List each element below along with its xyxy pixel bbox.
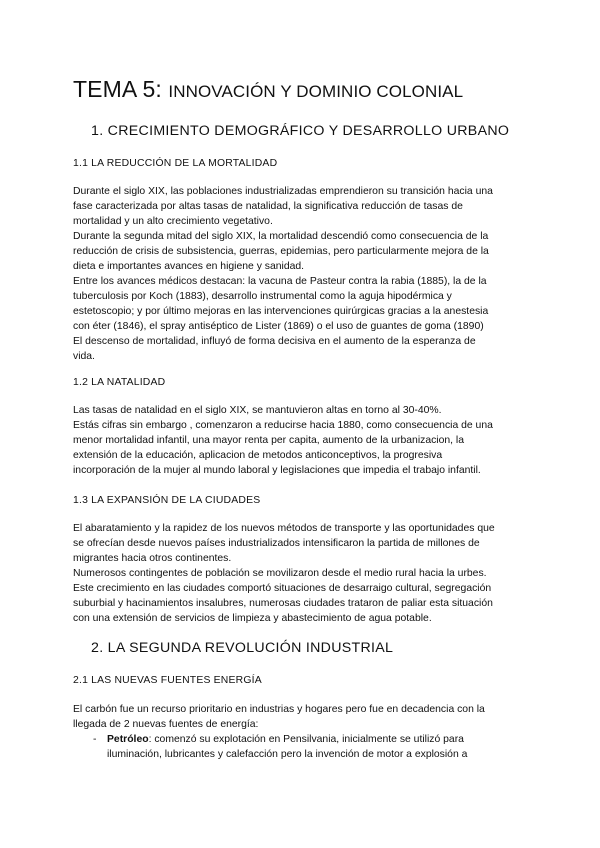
text-line: migrantes hacia otros continentes. <box>73 553 232 564</box>
list-item-text <box>107 732 527 762</box>
text-line: incorporación de la mujer al mundo laboral y legislaciones que impedia el trabajo infantil. <box>73 465 481 476</box>
paragraph-mortalidad <box>73 184 533 364</box>
text-line: Durante el siglo XIX, las poblaciones industrializadas emprendieron su transición hacia una <box>73 186 493 197</box>
text-line: se ofrecían desde nuevos países industrializados intensificaron la partida de millones de <box>73 538 480 549</box>
text-line: mortalidad y un alto crecimiento vegetativo. <box>73 216 273 227</box>
text-line: tuberculosis por Koch (1883), desarrollo instrumental como la aguja hipodérmica y <box>73 291 452 302</box>
subsection-heading-2-1: 2.1 LAS NUEVAS FUENTES ENERGÍA <box>73 675 262 686</box>
section-heading-2: 2. LA SEGUNDA REVOLUCIÓN INDUSTRIAL <box>91 640 394 656</box>
text-line: menor mortalidad infantil, una mayor renta per capita, aumento de la urbanizacion, la <box>73 435 465 446</box>
section-heading-1: 1. CRECIMIENTO DEMOGRÁFICO Y DESARROLLO URBANO <box>91 123 510 139</box>
text-line: iluminación, lubricantes y calefacción pero la invención de motor a explosión a <box>107 749 468 760</box>
paragraph-fuentes-energia <box>73 702 533 732</box>
subsection-heading-1-1: 1.1 LA REDUCCIÓN DE LA MORTALIDAD <box>73 158 278 169</box>
text-line: El abaratamiento y la rapidez de los nuevos métodos de transporte y las oportunidades que <box>73 523 495 534</box>
list-dash: - <box>93 734 97 745</box>
paragraph-natalidad <box>73 403 533 478</box>
text-line: estetoscopio; y por último mejoras en las intervenciones quirúrgicas gracias a la anestesia <box>73 306 489 317</box>
text-line: dieta e importantes avances en higiene y sanidad. <box>73 261 305 272</box>
bullet-text: : comenzó su explotación en Pensilvania, inicialmente se utilizó para <box>148 734 464 745</box>
bullet-term: Petróleo <box>107 734 149 745</box>
text-line: Estás cifras sin embargo , comenzaron a reducirse hacia 1880, como consecuencia de una <box>73 420 493 431</box>
text-line: llegada de 2 nuevas fuentes de energía: <box>73 719 259 730</box>
text-line: Durante la segunda mitad del siglo XIX, la mortalidad descendió como consecuencia de la <box>73 231 489 242</box>
text-line: Las tasas de natalidad en el siglo XIX, se mantuvieron altas en torno al 30-40%. <box>73 405 442 416</box>
page-title <box>73 76 463 103</box>
subsection-heading-1-3: 1.3 LA EXPANSIÓN DE LA CIUDADES <box>73 495 261 506</box>
text-line: reducción de crisis de subsistencia, guerras, epidemias, pero particularmente mejora de la <box>73 246 489 257</box>
text-line: El carbón fue un recurso prioritario en industrias y hogares pero fue en decadencia con la <box>73 704 485 715</box>
text-line: Numerosos contingentes de población se movilizaron desde el medio rural hacia la urbes. <box>73 568 487 579</box>
text-line: Entre los avances médicos destacan: la vacuna de Pasteur contra la rabia (1885), la de la <box>73 276 487 287</box>
text-line <box>107 732 527 747</box>
text-line: suburbial y hacinamientos insalubres, numerosas ciudades trataron de paliar esta situación <box>73 598 493 609</box>
subsection-heading-1-2: 1.2 LA NATALIDAD <box>73 377 166 388</box>
text-line: El descenso de mortalidad, influyó de forma decisiva en el aumento de la esperanza de <box>73 336 476 347</box>
text-line: vida. <box>73 351 95 362</box>
text-line: con éter (1846), el spray antiséptico de Lister (1869) o el uso de guantes de goma (1890) <box>73 321 484 332</box>
text-line: fase caracterizada por altas tasas de natalidad, la significativa reducción de tasas de <box>73 201 463 212</box>
text-line: con una extensión de servicios de limpieza y abastecimiento de agua potable. <box>73 613 432 624</box>
text-line: extensión de la educación, aplicacion de metodos anticonceptivos, la progresiva <box>73 450 443 461</box>
title-main: TEMA 5: <box>73 76 169 102</box>
text-line: Este crecimiento en las ciudades comportó situaciones de desarraigo cultural, segregación <box>73 583 492 594</box>
title-rest: INNOVACIÓN Y DOMINIO COLONIAL <box>168 82 464 101</box>
paragraph-ciudades <box>73 521 533 626</box>
